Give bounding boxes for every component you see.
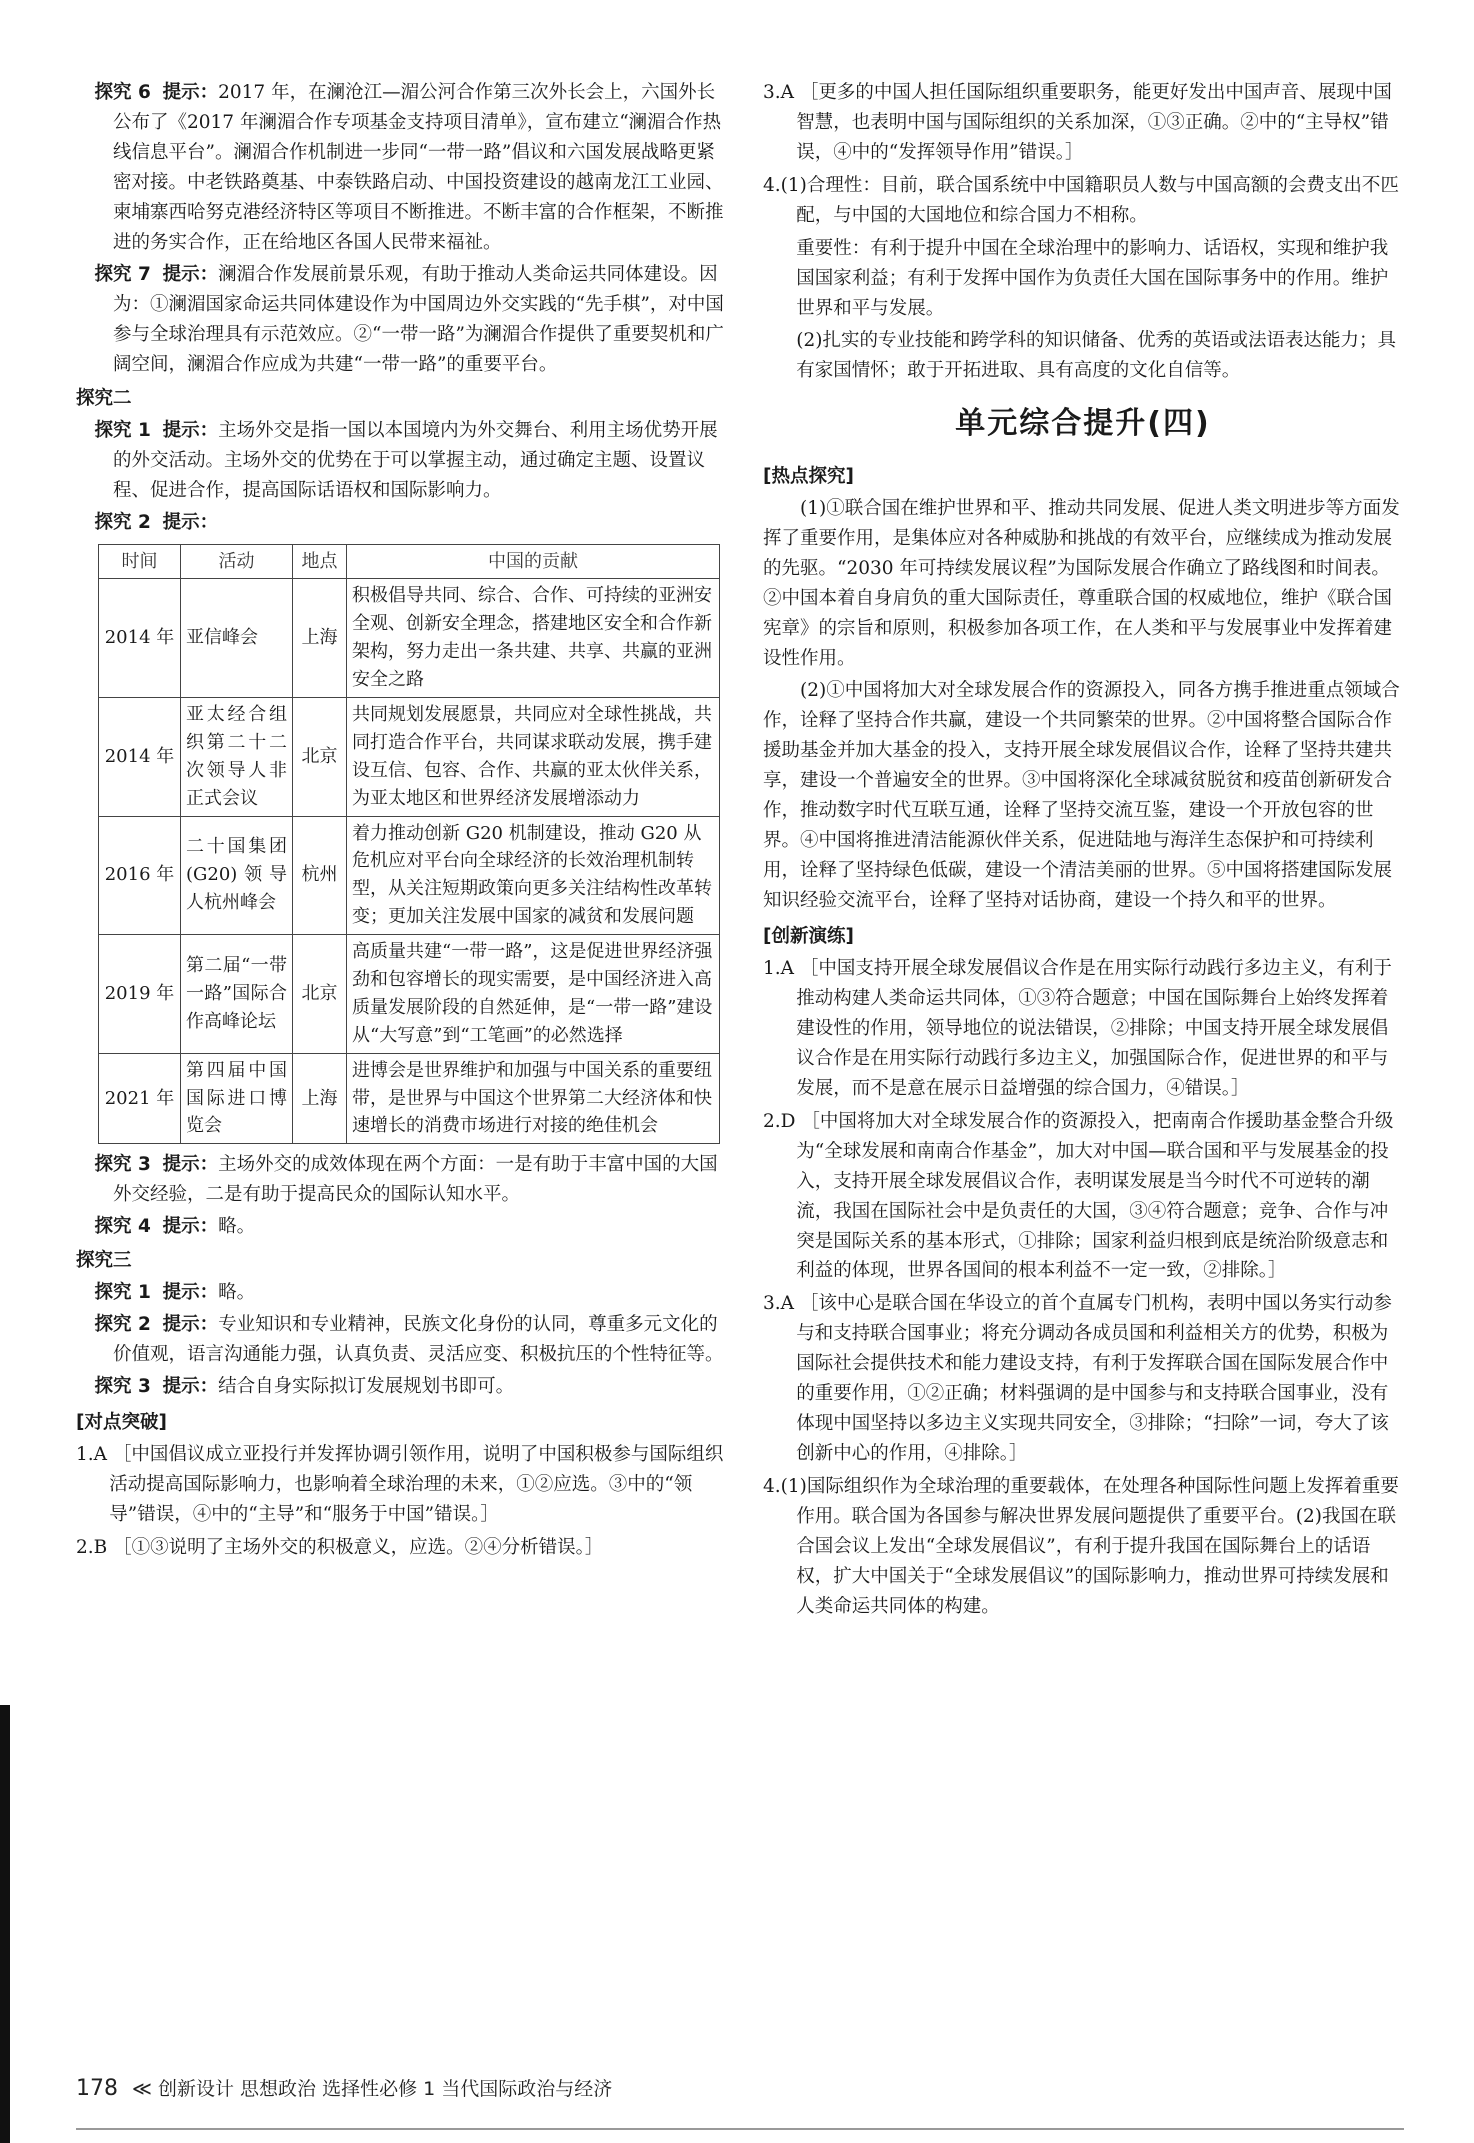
tanjiu-label: 探究 3	[94, 1376, 151, 1398]
innovation-1: 1.A ［中国支持开展全球发展倡议合作是在用实际行动践行多边主义，有利于推动构建人类命运共同体，①③符合题意；中国在国际舞台上始终发挥着建设性的作用，领导地位的说法错误，②排除；中国支持开展全球发展倡议合作是在用实际行动践行多边主义，加强国际合作，促进世界的和平与发展，而不是意在展示日益增强的综合国力，④错误。］	[763, 957, 1392, 1099]
hint-label: 提示：	[162, 1314, 219, 1336]
cell-activity: 第四届中国国际进口博览会	[181, 1053, 293, 1144]
s2-tanjiu-1	[76, 416, 724, 506]
cell-contribution: 进博会是世界维护和加强与中国关系的重要纽带，是世界与中国这个世界第二大经济体和快速增长的消费市场进行对接的绝佳机会	[347, 1053, 720, 1144]
hint-label: 提示：	[162, 1282, 219, 1304]
table-header: 地点	[293, 544, 347, 579]
tanjiu-label: 探究 2	[94, 511, 151, 533]
tanjiu-text: 澜湄合作发展前景乐观，有助于推动人类命运共同体建设。因为：①澜湄国家命运共同体建设作为中国周边外交实践的“先手棋”，对中国参与全球治理具有示范效应。②“一带一路”为澜湄合作提供了重要契机和广阔空间，澜湄合作应成为共建“一带一路”的重要平台。	[113, 263, 724, 375]
s3-tanjiu-3	[76, 1372, 724, 1402]
hot-topic-1: (1)①联合国在维护世界和平、推动共同发展、促进人类文明进步等方面发挥了重要作用，是集体应对各种威胁和挑战的有效平台，应继续成为推动发展的先驱。“2030 年可持续发展议程”为国际发展合作确立了路线图和时间表。②中国本着自身肩负的重大国际责任，尊重联合国的权威地位，维护《联合国宪章》的宗旨和原则，积极参加各项工作，在人类和平与发展事业中发挥着建设性作用。	[763, 498, 1400, 670]
cell-place: 杭州	[293, 816, 347, 935]
hint-label: 提示：	[162, 419, 219, 441]
s2-tanjiu-4	[76, 1212, 724, 1242]
s3-tanjiu-2	[76, 1310, 724, 1370]
cell-activity: 第二届“一带一路”国际合作高峰论坛	[181, 935, 293, 1054]
table-header: 中国的贡献	[347, 544, 720, 579]
cell-contribution: 高质量共建“一带一路”，这是促进世界经济强劲和包容增长的现实需要，是中国经济进入高质量发展阶段的自然延伸，是“一带一路”建设从“大写意”到“工笔画”的必然选择	[347, 935, 720, 1054]
tanjiu-6	[76, 78, 724, 258]
chuangxin-tag: [创新演练]	[763, 925, 854, 947]
tanjiu-label: 探究 1	[94, 419, 151, 441]
innovation-2: 2.D ［中国将加大对全球发展合作的资源投入，把南南合作援助基金整合升级为“全球发展和南南合作基金”，加大对中国—联合国和平与发展基金的投入，支持开展全球发展倡议合作，表明谋发展是当今时代不可逆转的潮流，我国在国际社会中是负责任的大国，③④符合题意；竞争、合作与冲突是国际关系的基本形式，①排除；国家利益归根到底是统治阶级意志和利益的体现，世界各国间的根本利益不一定一致，②排除。］	[763, 1110, 1394, 1282]
tanjiu-label: 探究 2	[94, 1314, 151, 1336]
cell-time: 2021 年	[99, 1053, 181, 1144]
page-edge-bar	[0, 1705, 10, 2143]
table-header: 时间	[99, 544, 181, 579]
section-heading-3: 探究三	[76, 1250, 132, 1272]
cell-contribution: 着力推动创新 G20 机制建设，推动 G20 从危机应对平台向全球经济的长效治理机制转型，从关注短期政策向更多关注结构性改革转变；更加关注发展中国家的减贫和发展问题	[347, 816, 720, 935]
right-column	[763, 78, 1403, 1625]
hint-label: 提示：	[162, 1376, 219, 1398]
hint-label: 提示：	[162, 511, 219, 533]
answer-1: 1.A ［中国倡议成立亚投行并发挥协调引领作用，说明了中国积极参与国际组织活动提高国际影响力，也影响着全球治理的未来，①②应选。③中的“领导”错误，④中的“主导”和“服务于中国”错误。］	[76, 1444, 724, 1525]
hint-label: 提示：	[162, 263, 219, 285]
hint-label: 提示：	[162, 82, 219, 103]
bottom-rule	[76, 2128, 1404, 2130]
hint-label: 提示：	[162, 1216, 219, 1238]
answer-2: 2.B ［①③说明了主场外交的积极意义，应选。②④分析错误。］	[76, 1536, 604, 1558]
diplomacy-table	[98, 544, 720, 1145]
left-column	[76, 78, 724, 1566]
table-row	[99, 1053, 720, 1144]
cell-time: 2014 年	[99, 697, 181, 816]
tanjiu-7	[76, 260, 724, 380]
cell-contribution: 积极倡导共同、综合、合作、可持续的亚洲安全观、创新安全理念，搭建地区安全和合作新架构，努力走出一条共建、共享、共赢的亚洲安全之路	[347, 579, 720, 698]
duidian-tag: [对点突破]	[76, 1412, 167, 1434]
answer-3: 3.A ［更多的中国人担任国际组织重要职务，能更好发出中国声音、展现中国智慧，也表明中国与国际组织的关系加深，①③正确。②中的“主导权”错误，④中的“发挥领导作用”错误。］	[763, 82, 1392, 163]
tanjiu-text: 主场外交是指一国以本国境内为外交舞台、利用主场优势开展的外交活动。主场外交的优势在于可以掌握主动，通过确定主题、设置议程、促进合作，提高国际话语权和国际影响力。	[113, 419, 718, 501]
innovation-4: 4.(1)国际组织作为全球治理的重要载体，在处理各种国际性问题上发挥着重要作用。联合国为各国参与解决世界发展问题提供了重要平台。(2)我国在联合国会议上发出“全球发展倡议”，有利于提升我国在国际舞台上的话语权，扩大中国关于“全球发展倡议”的国际影响力，推动世界可持续发展和人类命运共同体的构建。	[763, 1476, 1399, 1618]
cell-place: 上海	[293, 579, 347, 698]
cell-time: 2019 年	[99, 935, 181, 1054]
cell-place: 上海	[293, 1053, 347, 1144]
s2-tanjiu-3	[76, 1150, 724, 1210]
hint-label: 提示：	[162, 1154, 219, 1176]
unit-title: 单元综合提升(四)	[955, 405, 1211, 441]
table-row	[99, 579, 720, 698]
cell-activity: 二十国集团(G20)领导人杭州峰会	[181, 816, 293, 935]
tanjiu-text: 略。	[218, 1282, 256, 1304]
hot-topic-2: (2)①中国将加大对全球发展合作的资源投入，同各方携手推进重点领域合作，诠释了坚持合作共赢，建设一个共同繁荣的世界。②中国将整合国际合作援助基金并加大基金的投入，支持开展全球发展倡议合作，诠释了坚持共建共享，建设一个普遍安全的世界。③中国将深化全球减贫脱贫和疫苗创新研发合作，推动数字时代互联互通，诠释了坚持交流互鉴，建设一个开放包容的世界。④中国将推进清洁能源伙伴关系，促进陆地与海洋生态保护和可持续利用，诠释了坚持绿色低碳，建设一个清洁美丽的世界。⑤中国将搭建国际发展知识经验交流平台，诠释了坚持对话协商，建设一个持久和平的世界。	[763, 680, 1400, 911]
table-header: 活动	[181, 544, 293, 579]
table-row	[99, 816, 720, 935]
cell-activity: 亚太经合组织第二十二次领导人非正式会议	[181, 697, 293, 816]
page-footer	[76, 2071, 612, 2107]
tanjiu-text: 主场外交的成效体现在两个方面：一是有助于丰富中国的大国外交经验，二是有助于提高民众的国际认知水平。	[113, 1154, 718, 1206]
answer-4-2: (2)扎实的专业技能和跨学科的知识储备、优秀的英语或法语表达能力；具有家国情怀；敢于开拓进取、具有高度的文化自信等。	[796, 329, 1397, 381]
cell-activity: 亚信峰会	[181, 579, 293, 698]
innovation-3: 3.A ［该中心是联合国在华设立的首个直属专门机构，表明中国以务实行动参与和支持联合国事业；将充分调动各成员国和利益相关方的优势，积极为国际社会提供技术和能力建设支持，有利于发挥联合国在国际发展合作中的重要作用，①②正确；材料强调的是中国参与和支持联合国事业，没有体现中国坚持以多边主义实现共同安全，③排除；“扫除”一词，夸大了该创新中心的作用，④排除。］	[763, 1293, 1392, 1465]
page-number: 178	[76, 2076, 118, 2101]
double-chevron-icon: ≪	[132, 2078, 152, 2100]
cell-contribution: 共同规划发展愿景，共同应对全球性挑战，共同打造合作平台，共同谋求联动发展，携手建设互信、包容、合作、共赢的亚太伙伴关系，为亚太地区和世界经济发展增添动力	[347, 697, 720, 816]
cell-time: 2014 年	[99, 579, 181, 698]
tanjiu-text: 略。	[218, 1216, 256, 1238]
table-row	[99, 935, 720, 1054]
tanjiu-label: 探究 6	[94, 82, 151, 103]
tanjiu-label: 探究 7	[94, 263, 151, 285]
answer-4-1: 4.(1)合理性：目前，联合国系统中中国籍职员人数与中国高额的会费支出不匹配，与中国的大国地位和综合国力不相称。	[763, 174, 1399, 226]
tanjiu-text: 专业知识和专业精神，民族文化身份的认同，尊重多元文化的价值观，语言沟通能力强，认真负责、灵活应变、积极抗压的个性特征等。	[113, 1314, 724, 1366]
tanjiu-label: 探究 3	[94, 1154, 151, 1176]
s3-tanjiu-1	[76, 1278, 724, 1308]
answer-4-importance: 重要性：有利于提升中国在全球治理中的影响力、话语权，实现和维护我国国家利益；有利于发挥中国作为负责任大国在国际事务中的作用。维护世界和平与发展。	[796, 237, 1389, 319]
tanjiu-label: 探究 1	[94, 1282, 151, 1304]
section-heading-2: 探究二	[76, 387, 132, 409]
table-header-row	[99, 544, 720, 579]
footer-text: 创新设计 思想政治 选择性必修 1 当代国际政治与经济	[157, 2078, 613, 2100]
cell-time: 2016 年	[99, 816, 181, 935]
tanjiu-label: 探究 4	[94, 1216, 151, 1238]
redian-tag: [热点探究]	[763, 466, 854, 488]
s2-tanjiu-2	[76, 508, 724, 538]
tanjiu-text: 结合自身实际拟订发展规划书即可。	[218, 1376, 515, 1398]
cell-place: 北京	[293, 935, 347, 1054]
cell-place: 北京	[293, 697, 347, 816]
tanjiu-text: 2017 年，在澜沧江—湄公河合作第三次外长会上，六国外长公布了《2017 年澜湄合作专项基金支持项目清单》，宣布建立“澜湄合作热线信息平台”。澜湄合作机制进一步同“一带一路”倡议和六国发展战略更紧密对接。中老铁路奠基、中泰铁路启动、中国投资建设的越南龙江工业园、柬埔寨西哈努克港经济特区等项目不断推进。不断丰富的合作框架，不断推进的务实合作，正在给地区各国人民带来福祉。	[113, 82, 724, 253]
table-row	[99, 697, 720, 816]
